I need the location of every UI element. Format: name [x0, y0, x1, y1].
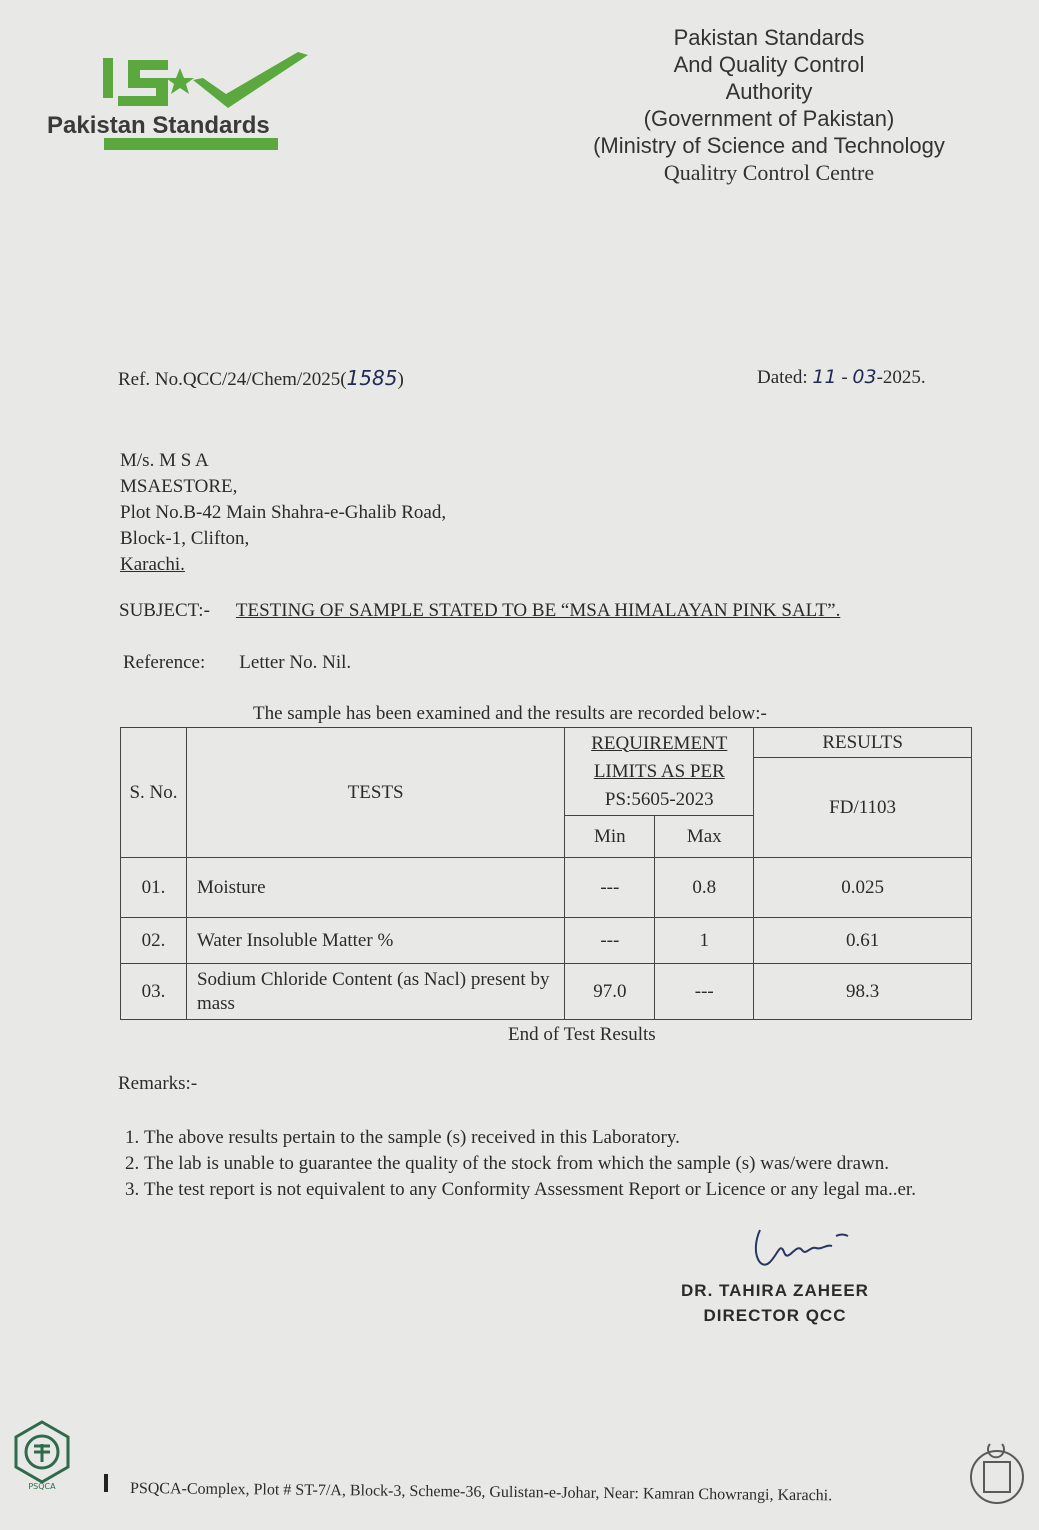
table-row	[121, 858, 972, 918]
sample-code: FD/1103	[754, 758, 972, 858]
row-test: Water Insoluble Matter %	[186, 918, 564, 964]
dated-year: -2025.	[876, 367, 926, 388]
remark-item: 2. The lab is unable to guarantee the quality of the stock from which the sample (s) was/were drawn.	[144, 1151, 916, 1177]
footer-divider	[104, 1474, 108, 1492]
address-line: Karachi.	[120, 554, 185, 575]
org-line: And Quality Control	[673, 52, 865, 77]
org-line: Pakistan Standards	[673, 25, 865, 50]
reference-value: Letter No. Nil.	[239, 652, 352, 673]
signer-block	[650, 1278, 900, 1328]
reference-number	[118, 366, 404, 391]
signer-name: DR. TAHIRA ZAHEER	[681, 1281, 869, 1300]
results-header: RESULTS	[754, 728, 972, 758]
row-min: ---	[565, 858, 655, 918]
table-row	[121, 918, 972, 964]
date-line	[757, 366, 926, 389]
organization-header	[559, 24, 979, 186]
end-of-results: End of Test Results	[508, 1024, 656, 1045]
state-emblem-icon	[962, 1432, 1032, 1522]
address-line: Block-1, Clifton,	[120, 528, 250, 549]
address-line: M/s. M S A	[120, 450, 209, 471]
reference-line	[123, 652, 351, 674]
remarks-heading: Remarks:-	[118, 1073, 198, 1094]
row-sno: 01.	[121, 858, 187, 918]
reference-label: Reference:	[123, 652, 206, 673]
table-row	[121, 964, 972, 1020]
address-line: Plot No.B-42 Main Shahra-e-Ghalib Road,	[120, 502, 447, 523]
req-line: LIMITS AS PER	[593, 760, 725, 782]
subject-text: TESTING OF SAMPLE STATED TO BE “MSA HIMALAYAN PINK SALT”.	[235, 600, 841, 621]
req-line: REQUIREMENT	[591, 732, 728, 754]
subject-label: SUBJECT:-	[119, 600, 210, 621]
remark-item: 3. The test report is not equivalent to any Conformity Assessment Report or Licence or any legal ma..er.	[144, 1177, 916, 1203]
row-result: 98.3	[754, 964, 972, 1020]
remark-item: 1. The above results pertain to the sample (s) received in this Laboratory.	[144, 1125, 916, 1151]
row-max: 0.8	[655, 858, 754, 918]
logo-text: Pakistan Standards	[47, 112, 270, 139]
dated-day: 11	[812, 366, 837, 388]
row-max: ---	[655, 964, 754, 1020]
row-test: Moisture	[186, 858, 564, 918]
dated-sep: -	[841, 367, 848, 388]
dated-month: 03	[852, 366, 877, 388]
ref-handwritten-number: 1585	[346, 366, 398, 390]
org-line: (Ministry of Science and Technology	[593, 133, 945, 158]
intro-text: The sample has been examined and the results are recorded below:-	[253, 703, 767, 724]
dated-label: Dated:	[757, 367, 808, 388]
sno-header: S. No.	[121, 728, 187, 858]
row-sno: 02.	[121, 918, 187, 964]
req-line: PS:5605-2023	[604, 788, 714, 810]
row-result: 0.025	[754, 858, 972, 918]
address-line: MSAESTORE,	[120, 476, 238, 497]
requirement-header	[565, 728, 754, 816]
footer-address: PSQCA-Complex, Plot # ST-7/A, Block-3, Scheme-36, Gulistan-e-Johar, Near: Kamran Chowrangi, Karachi.	[129, 1480, 833, 1505]
results-table	[120, 727, 972, 1020]
row-result: 0.61	[754, 918, 972, 964]
tests-header: TESTS	[186, 728, 564, 858]
ref-close: )	[397, 369, 404, 390]
recipient-address	[120, 448, 446, 578]
handwritten-signature	[740, 1222, 870, 1282]
org-line: Authority	[725, 79, 813, 104]
subject-line	[119, 600, 840, 622]
row-max: 1	[655, 918, 754, 964]
psqca-emblem-icon	[12, 1420, 72, 1490]
org-line: Qualitry Control Centre	[663, 160, 875, 185]
min-header: Min	[565, 816, 655, 858]
org-line: (Government of Pakistan)	[643, 106, 895, 131]
row-test: Sodium Chloride Content (as Nacl) present by mass	[186, 964, 564, 1020]
psqca-label: PSQCA	[28, 1482, 56, 1490]
max-header: Max	[655, 816, 754, 858]
ref-label: Ref. No.QCC/24/Chem/2025(	[118, 369, 347, 390]
remarks-list	[118, 1125, 916, 1203]
row-min: ---	[565, 918, 655, 964]
row-sno: 03.	[121, 964, 187, 1020]
row-min: 97.0	[565, 964, 655, 1020]
signer-title: DIRECTOR QCC	[703, 1306, 847, 1325]
